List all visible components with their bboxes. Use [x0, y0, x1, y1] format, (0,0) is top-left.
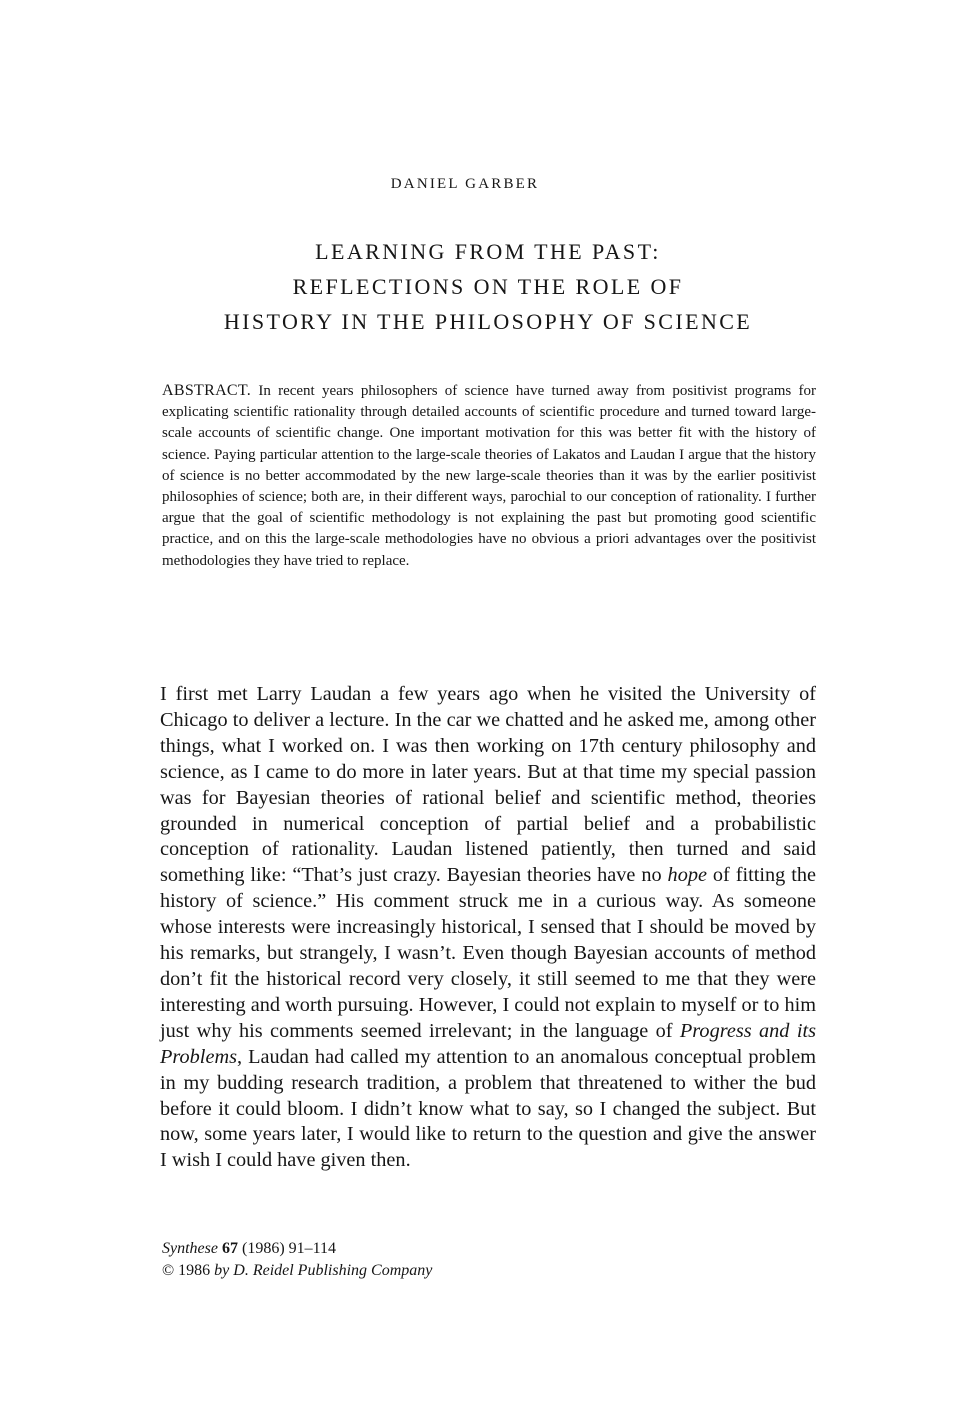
body-text-part-2: of fitting the history of science.” His comment struck me in a curious way. As someone whose interests were increasingly historical, I sensed that I should be moved by his remarks, but strangely, I wasn’t. Even though Bayesian accounts of method don’t fit the historical record very closely, it still seemed to me that they were interesting and worth pursuing. However, I could not explain to myself or to him just why his comments seemed irrelevant; in the language of	[160, 864, 816, 1042]
copyright-line	[162, 1260, 432, 1282]
book-title: Progress and its Problems	[160, 1019, 816, 1068]
year-pages: (1986) 91–114	[241, 1240, 337, 1257]
copyright-symbol: ©	[162, 1262, 175, 1279]
author-name: DANIEL GARBER	[390, 176, 540, 192]
abstract-text: In recent years philosophers of science have turned away from positivist programs for explicating scientific rationality through detailed accounts of scientific procedure and turned toward large-scale accounts of scientific change. One important motivation for this was better fit with the history of science. Paying particular attention to the large-scale theories of Lakatos and Laudan I argue that the history of science is no better accommodated by the new large-scale theories than it was by the earlier positivist philosophies of science; both are, in their different ways, parochial to our conception of rationality. I further argue that the goal of scientific methodology is not explaining the past but promoting good scientific practice, and on this the large-scale methodologies have no obvious a priori advantages over the positivist methodologies they have tried to replace.	[162, 383, 816, 569]
citation-line	[162, 1238, 432, 1260]
abstract	[162, 380, 816, 572]
body-text-part-1: I first met Larry Laudan a few years ago when he visited the University of Chicago to deliver a lecture. In the car we chatted and he asked me, among other things, what I worked on. I was then working on 17th century philosophy and science, as I came to do more in later years. But at that time my special passion was for Bayesian theories of rational belief and scientific method, theories grounded in numerical conception of partial belief and a probabilistic conception of rationality. Laudan listened patiently, then turned and said something like: “That’s just crazy. Bayesian theories have no	[160, 683, 816, 887]
title-line-1: LEARNING FROM THE PAST:	[315, 239, 661, 264]
title-line-3: HISTORY IN THE PHILOSOPHY OF SCIENCE	[223, 309, 753, 334]
publisher: by D. Reidel Publishing Company	[214, 1262, 433, 1279]
journal-name: Synthese	[162, 1240, 218, 1257]
paper-title	[0, 234, 976, 339]
body-paragraph	[160, 682, 816, 1174]
abstract-label: ABSTRACT.	[162, 382, 252, 399]
title-line-2: REFLECTIONS ON THE ROLE OF	[292, 274, 684, 299]
journal-volume: 67	[221, 1240, 238, 1257]
body-text-part-3: , Laudan had called my attention to an anomalous conceptual problem in my budding research tradition, a problem that threatened to wither the bud before it could bloom. I didn’t know what to say, so I changed the subject. But now, some years later, I would like to return to the question and give the answer I wish I could have given then.	[160, 1045, 816, 1172]
publication-footer	[162, 1238, 432, 1282]
emphasis-hope: hope	[667, 864, 707, 887]
copyright-year: 1986	[178, 1262, 211, 1279]
